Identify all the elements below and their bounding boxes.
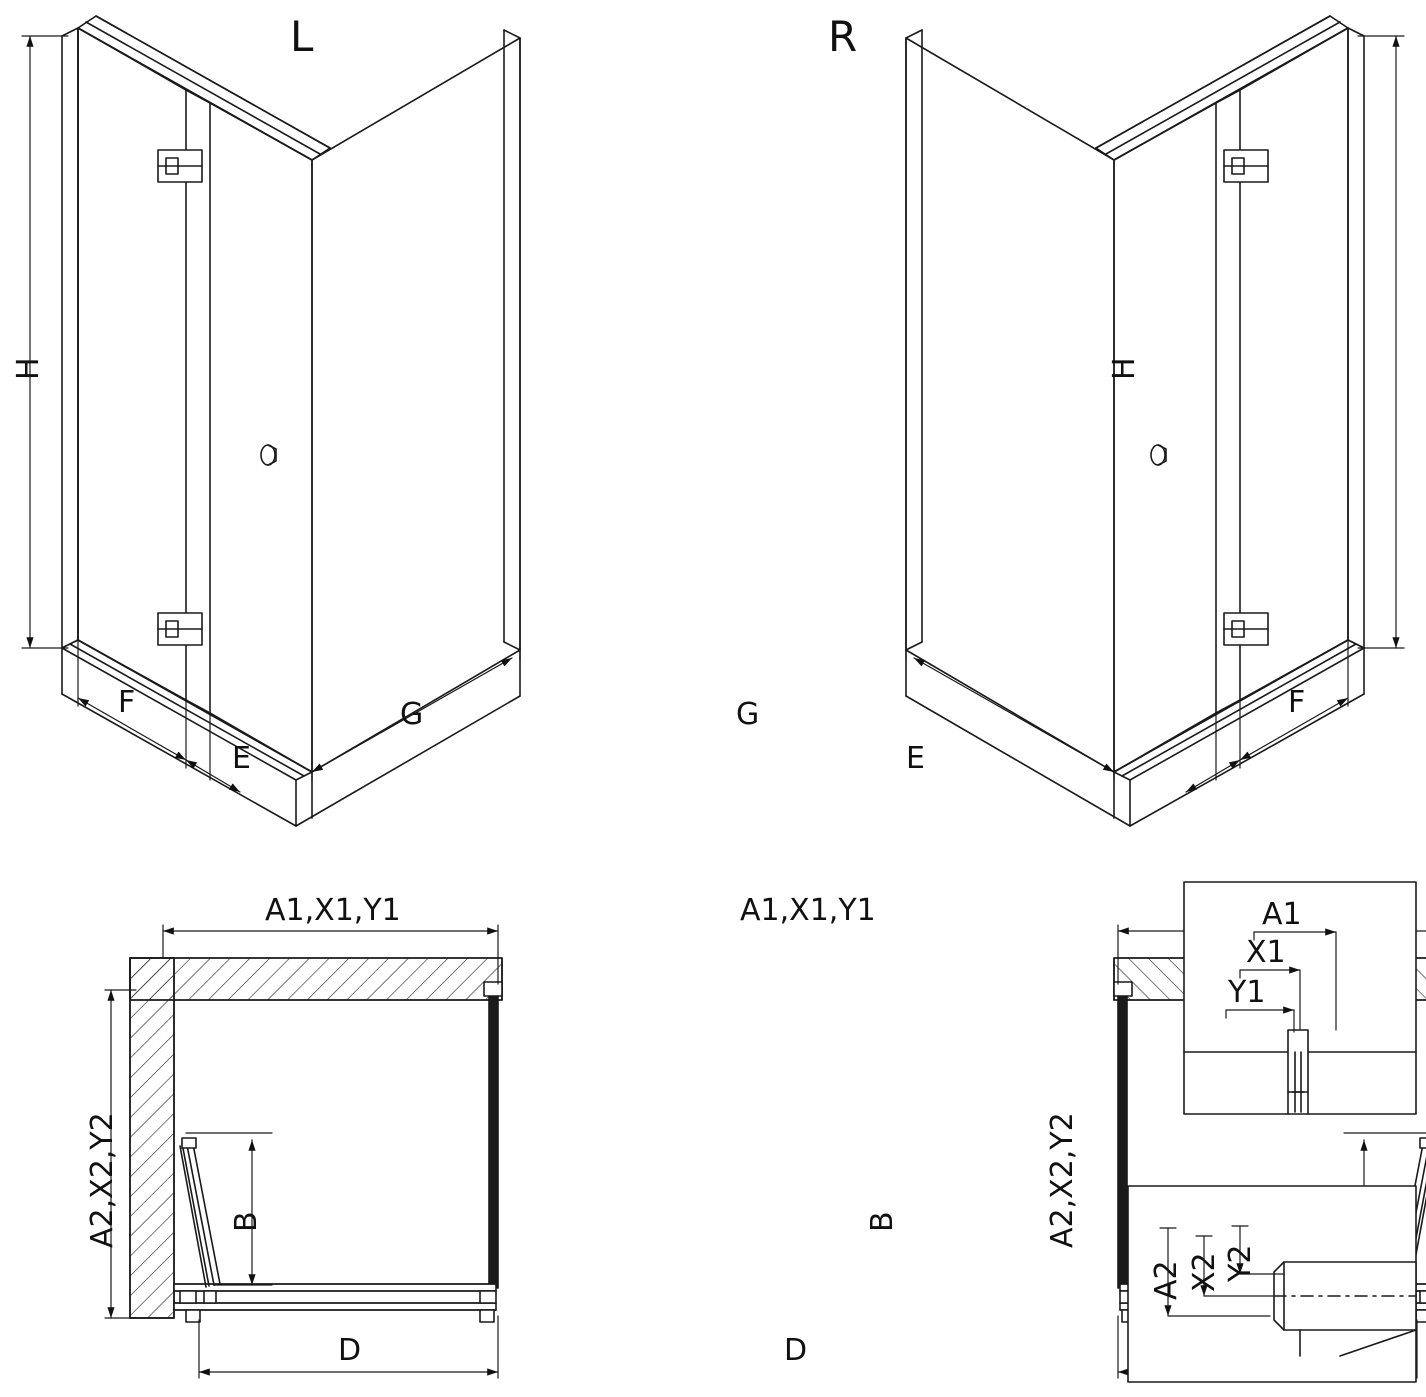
- iso-view-left: [11, 12, 520, 826]
- iso-left-dim-f: F: [118, 685, 136, 720]
- iso-right-dim-g: G: [736, 697, 760, 732]
- technical-drawing-canvas: L R H H F E G F E G A1,X1,Y1 A1,X1,Y1 A2,X2,Y2 A2,X2,Y2 B B D D A1 X1 Y1 A2 X2 Y2: [0, 0, 1426, 1397]
- dimension-h-right: [1358, 36, 1404, 648]
- iso-left-height-label: H: [11, 357, 46, 380]
- hinge-lower-right: [1224, 613, 1268, 645]
- plan-left-bottom-dim: D: [338, 1333, 362, 1368]
- plan-view-left: [105, 925, 502, 1378]
- view-title-left: L: [290, 12, 314, 61]
- door-knob-left: [261, 445, 276, 465]
- detail-top-y1: Y1: [1228, 975, 1266, 1010]
- detail-top-a1: A1: [1262, 897, 1302, 932]
- iso-left-dim-g: G: [400, 697, 424, 732]
- plan-left-top-dim: A1,X1,Y1: [265, 893, 401, 928]
- iso-view-right: [906, 16, 1404, 826]
- hinge-lower-left: [158, 613, 202, 645]
- iso-right-dim-f: F: [1288, 685, 1306, 720]
- iso-left-dim-e: E: [232, 741, 251, 776]
- iso-right-height-label: H: [1107, 357, 1142, 380]
- dimension-h-left: [11, 36, 68, 648]
- hinge-upper-left: [158, 150, 202, 182]
- plan-right-bottom-dim: D: [784, 1333, 808, 1368]
- iso-right-dim-e: E: [906, 741, 925, 776]
- plan-right-top-dim: A1,X1,Y1: [740, 893, 876, 928]
- view-title-right: R: [828, 12, 858, 61]
- hinge-upper-right: [1224, 150, 1268, 182]
- door-knob-right: [1151, 445, 1166, 465]
- detail-top-x1: X1: [1246, 935, 1286, 970]
